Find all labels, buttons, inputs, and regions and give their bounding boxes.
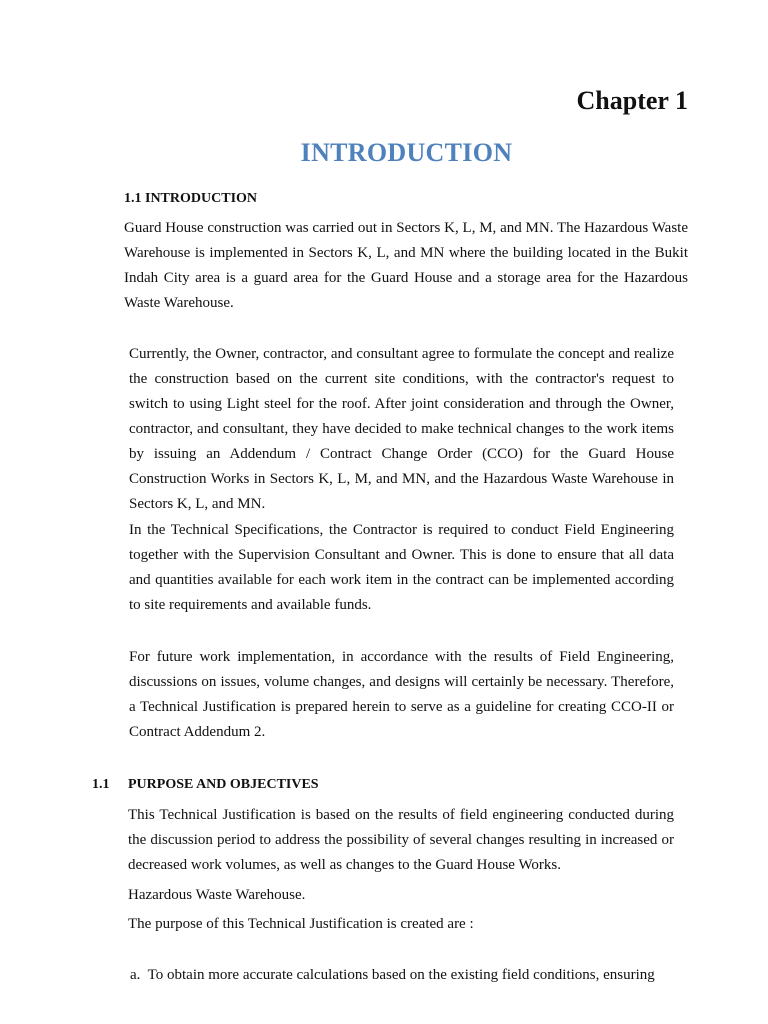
chapter-label: Chapter 1	[576, 86, 688, 115]
paragraph-future-work: For future work implementation, in accordance with the results of Field Engineering, discussions on issues, volume changes, and designs will certainly be necessary. Therefore, a Technical Justification is prepared herein to serve as a guideline for creating CCO-II or Contract Addendum 2.	[129, 649, 674, 740]
list-item: a. To obtain more accurate calculations based on the existing field conditions, ensuring	[130, 967, 655, 983]
paragraph-currently: Currently, the Owner, contractor, and consultant agree to formulate the concept and realize the construction based on the current site conditions, with the contractor's request to switch to using Light steel for the roof. After joint consideration and through the Owner, contractor, and consultant, they have decided to make technical changes to the work items by issuing an Addendum / Contract Change Order (CCO) for the Guard House Construction Works in Sectors K, L, M, and MN, and the Hazardous Waste Warehouse in Sectors K, L, and MN.	[129, 346, 674, 512]
page-title: INTRODUCTION	[300, 138, 513, 167]
paragraph-technical-justification: This Technical Justification is based on the results of field engineering conducted during the discussion period to address the possibility of several changes resulting in increased or decreased work volumes, as well as changes to the Guard House Works.	[128, 807, 674, 873]
section-title: PURPOSE AND OBJECTIVES	[128, 777, 319, 792]
section-heading-purpose	[92, 777, 319, 793]
paragraph-purpose-intro: The purpose of this Technical Justification is created are :	[128, 916, 474, 932]
paragraph-hazardous-waste: Hazardous Waste Warehouse.	[128, 887, 306, 903]
section-heading-introduction: 1.1 INTRODUCTION	[124, 191, 258, 206]
paragraph-technical-specifications: In the Technical Specifications, the Contractor is required to conduct Field Engineering together with the Supervision Consultant and Owner. This is done to ensure that all data and quantities available for each work item in the contract can be implemented according to site requirements and available funds.	[129, 522, 674, 613]
paragraph-guard-house: Guard House construction was carried out in Sectors K, L, M, and MN. The Hazardous Waste Warehouse is implemented in Sectors K, L, and MN where the building located in the Bukit Indah City area is a guard area for the Guard House and a storage area for the Hazardous Waste Warehouse.	[124, 220, 688, 311]
section-number: 1.1	[92, 777, 110, 792]
